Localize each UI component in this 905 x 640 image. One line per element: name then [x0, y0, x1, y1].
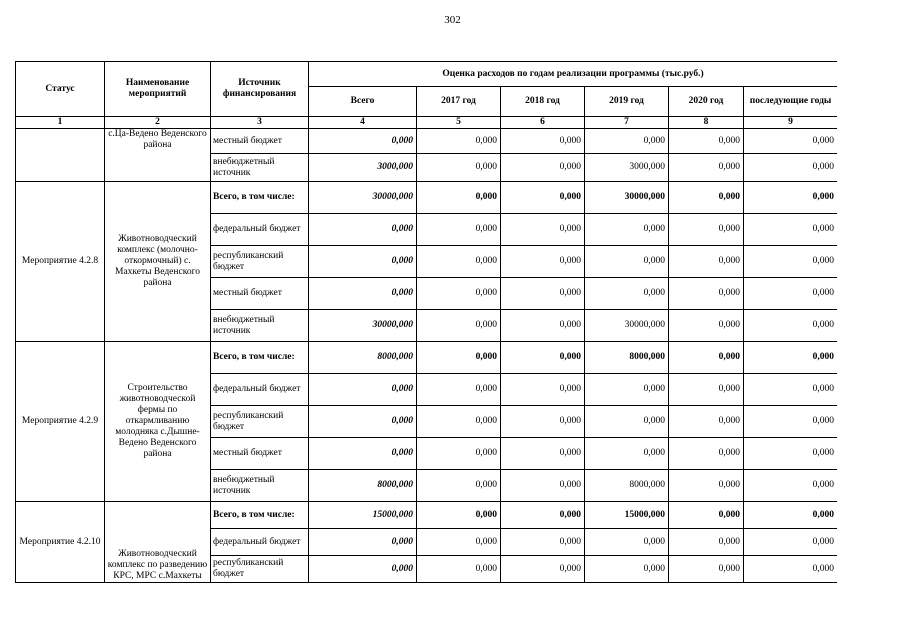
column-number: 2: [105, 117, 211, 129]
year-value-cell: 0,000: [417, 529, 501, 556]
source-cell: республиканский бюджет: [211, 246, 309, 278]
year-value-cell: 0,000: [669, 438, 744, 470]
source-cell: федеральный бюджет: [211, 214, 309, 246]
total-cell: 0,000: [309, 406, 417, 438]
table-row: [16, 182, 838, 214]
year-value-cell: 0,000: [417, 556, 501, 583]
year-value-cell: 0,000: [669, 214, 744, 246]
table-body: [16, 129, 838, 583]
year-value-cell: 0,000: [744, 278, 838, 310]
year-value-cell: 0,000: [501, 529, 585, 556]
year-value-cell: 0,000: [501, 556, 585, 583]
total-cell: 30000,000: [309, 310, 417, 342]
source-cell: федеральный бюджет: [211, 374, 309, 406]
total-cell: 0,000: [309, 278, 417, 310]
year-value-cell: 0,000: [744, 502, 838, 529]
header-year: 2019 год: [585, 87, 669, 117]
total-cell: 0,000: [309, 129, 417, 154]
source-cell: республиканский бюджет: [211, 406, 309, 438]
table-row: [16, 502, 838, 529]
total-cell: 0,000: [309, 246, 417, 278]
year-value-cell: 3000,000: [585, 154, 669, 182]
year-value-cell: 0,000: [501, 374, 585, 406]
year-value-cell: 0,000: [501, 406, 585, 438]
year-value-cell: 0,000: [744, 470, 838, 502]
source-cell: республиканский бюджет: [211, 556, 309, 583]
year-value-cell: 0,000: [501, 502, 585, 529]
year-value-cell: 0,000: [744, 406, 838, 438]
year-value-cell: 0,000: [501, 154, 585, 182]
total-cell: 8000,000: [309, 342, 417, 374]
year-value-cell: 0,000: [744, 556, 838, 583]
column-number: 5: [417, 117, 501, 129]
year-value-cell: 0,000: [417, 342, 501, 374]
column-number: 4: [309, 117, 417, 129]
source-cell: внебюджетный источник: [211, 154, 309, 182]
table-row: [16, 129, 838, 154]
year-value-cell: 0,000: [669, 310, 744, 342]
year-value-cell: 0,000: [501, 182, 585, 214]
header-status: Статус: [16, 62, 105, 117]
year-value-cell: 0,000: [669, 556, 744, 583]
year-value-cell: 0,000: [417, 182, 501, 214]
name-cell: Животноводческий комплекс (молочно-откормочный) с. Махкеты Веденского района: [105, 182, 211, 342]
year-value-cell: 0,000: [417, 278, 501, 310]
total-cell: 0,000: [309, 214, 417, 246]
year-value-cell: 0,000: [585, 246, 669, 278]
header-estimate: Оценка расходов по годам реализации программы (тыс.руб.): [309, 62, 838, 87]
total-cell: 0,000: [309, 374, 417, 406]
year-value-cell: 0,000: [585, 214, 669, 246]
year-value-cell: 0,000: [669, 182, 744, 214]
year-value-cell: 0,000: [417, 374, 501, 406]
year-value-cell: 0,000: [417, 310, 501, 342]
total-cell: 0,000: [309, 556, 417, 583]
source-cell: внебюджетный источник: [211, 310, 309, 342]
year-value-cell: 0,000: [669, 374, 744, 406]
column-number: 1: [16, 117, 105, 129]
source-cell: Всего, в том числе:: [211, 342, 309, 374]
year-value-cell: 0,000: [744, 129, 838, 154]
year-value-cell: 30000,000: [585, 310, 669, 342]
source-cell: местный бюджет: [211, 438, 309, 470]
year-value-cell: 0,000: [501, 310, 585, 342]
header-total: Всего: [309, 87, 417, 117]
year-value-cell: 0,000: [744, 246, 838, 278]
year-value-cell: 0,000: [501, 129, 585, 154]
year-value-cell: 0,000: [585, 529, 669, 556]
column-number: 7: [585, 117, 669, 129]
year-value-cell: 0,000: [417, 154, 501, 182]
year-value-cell: 0,000: [417, 214, 501, 246]
header-year: 2018 год: [501, 87, 585, 117]
source-cell: Всего, в том числе:: [211, 502, 309, 529]
year-value-cell: 0,000: [744, 182, 838, 214]
year-value-cell: 0,000: [501, 470, 585, 502]
column-number: 3: [211, 117, 309, 129]
column-number: 9: [744, 117, 838, 129]
year-value-cell: 30000,000: [585, 182, 669, 214]
year-value-cell: 0,000: [669, 529, 744, 556]
year-value-cell: 0,000: [744, 374, 838, 406]
column-number: 6: [501, 117, 585, 129]
column-numbers-row: [16, 117, 838, 129]
year-value-cell: 0,000: [744, 342, 838, 374]
year-value-cell: 0,000: [669, 129, 744, 154]
year-value-cell: 0,000: [669, 342, 744, 374]
total-cell: 8000,000: [309, 470, 417, 502]
year-value-cell: 0,000: [744, 438, 838, 470]
year-value-cell: 0,000: [669, 406, 744, 438]
year-value-cell: 8000,000: [585, 342, 669, 374]
header-year: последующие годы: [744, 87, 838, 117]
year-value-cell: 0,000: [669, 246, 744, 278]
year-value-cell: 0,000: [744, 154, 838, 182]
status-cell: Мероприятие 4.2.8: [16, 182, 105, 342]
name-cell: с.Ца-Ведено Веденского района: [105, 129, 211, 182]
year-value-cell: 0,000: [585, 374, 669, 406]
year-value-cell: 0,000: [501, 214, 585, 246]
total-cell: 3000,000: [309, 154, 417, 182]
budget-table-container: [15, 61, 837, 593]
column-number: 8: [669, 117, 744, 129]
year-value-cell: 0,000: [417, 502, 501, 529]
year-value-cell: 0,000: [744, 529, 838, 556]
total-cell: 15000,000: [309, 502, 417, 529]
status-cell: Мероприятие 4.2.10: [16, 502, 105, 583]
source-cell: федеральный бюджет: [211, 529, 309, 556]
year-value-cell: 0,000: [585, 556, 669, 583]
source-cell: местный бюджет: [211, 129, 309, 154]
status-cell: Мероприятие 4.2.9: [16, 342, 105, 502]
year-value-cell: 0,000: [669, 470, 744, 502]
year-value-cell: 0,000: [744, 214, 838, 246]
budget-table: [15, 61, 837, 583]
source-cell: Всего, в том числе:: [211, 182, 309, 214]
year-value-cell: 8000,000: [585, 470, 669, 502]
header-year: 2020 год: [669, 87, 744, 117]
year-value-cell: 0,000: [669, 502, 744, 529]
year-value-cell: 0,000: [501, 342, 585, 374]
source-cell: местный бюджет: [211, 278, 309, 310]
name-cell: Животноводческий комплекс по разведению КРС, МРС с.Махкеты: [105, 502, 211, 583]
year-value-cell: 0,000: [669, 154, 744, 182]
year-value-cell: 0,000: [501, 246, 585, 278]
source-cell: внебюджетный источник: [211, 470, 309, 502]
status-cell: [16, 129, 105, 182]
page-number: 302: [444, 14, 461, 26]
header-year: 2017 год: [417, 87, 501, 117]
year-value-cell: 15000,000: [585, 502, 669, 529]
year-value-cell: 0,000: [744, 310, 838, 342]
year-value-cell: 0,000: [417, 438, 501, 470]
year-value-cell: 0,000: [417, 246, 501, 278]
total-cell: 30000,000: [309, 182, 417, 214]
year-value-cell: 0,000: [585, 278, 669, 310]
year-value-cell: 0,000: [417, 129, 501, 154]
total-cell: 0,000: [309, 438, 417, 470]
year-value-cell: 0,000: [585, 406, 669, 438]
year-value-cell: 0,000: [417, 470, 501, 502]
year-value-cell: 0,000: [501, 278, 585, 310]
header-name: Наименование мероприятий: [105, 62, 211, 117]
table-row: [16, 342, 838, 374]
year-value-cell: 0,000: [669, 278, 744, 310]
name-cell: Строительство животноводческой фермы по откармливанию молодняка с.Дышне-Ведено Веденского района: [105, 342, 211, 502]
year-value-cell: 0,000: [501, 438, 585, 470]
year-value-cell: 0,000: [585, 438, 669, 470]
header-source: Источник финансирования: [211, 62, 309, 117]
total-cell: 0,000: [309, 529, 417, 556]
year-value-cell: 0,000: [417, 406, 501, 438]
year-value-cell: 0,000: [585, 129, 669, 154]
